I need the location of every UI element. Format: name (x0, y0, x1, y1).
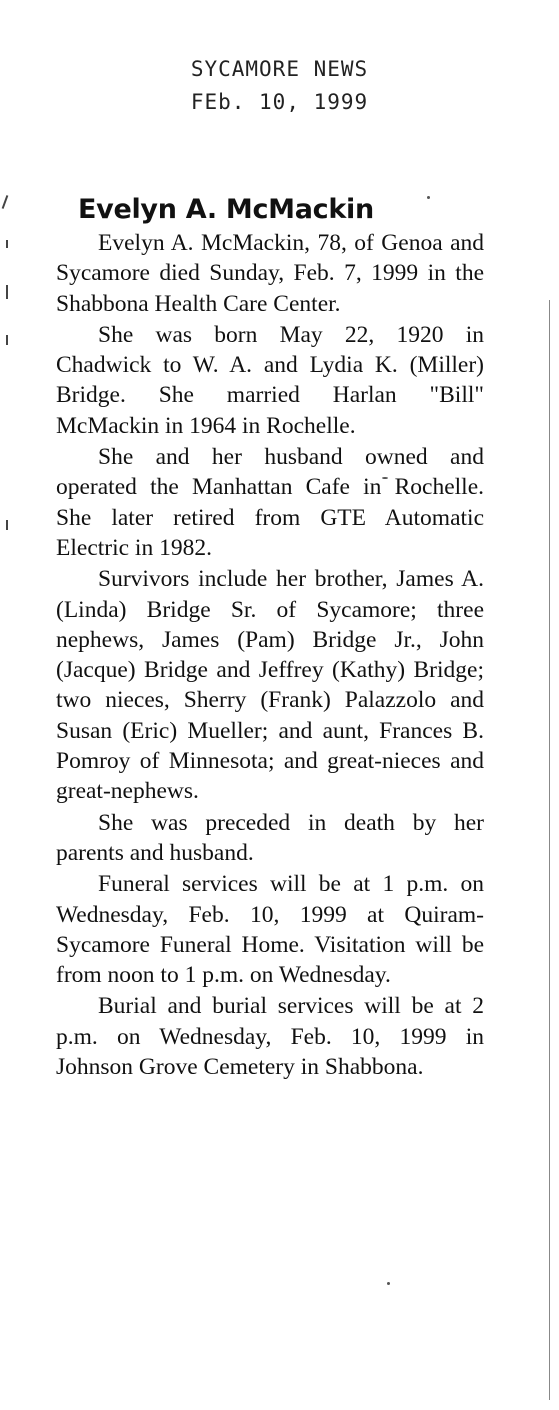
left-edge-mark (2, 195, 9, 209)
typed-source-label: SYCAMORE NEWS (190, 57, 369, 81)
obituary-paragraph: She was born May 22, 1920 in Chadwick to W. A. and Lydia K. (Miller) Bridge. She married Harlan "Bill" McMackin in 1964 in Rochelle. (56, 321, 484, 439)
obituary-clipping (40, 178, 500, 1318)
left-edge-mark (6, 520, 8, 530)
obituary-paragraph: Burial and burial services will be at 2 p.m. on Wednesday, Feb. 10, 1999 in Johnson Grove Cemetery in Shabbona. (56, 993, 484, 1081)
obituary-paragraph: Evelyn A. McMackin, 78, of Genoa and Sycamore died Sunday, Feb. 7, 1999 in the Shabbona Health Care Center. (56, 230, 484, 317)
obituary-body (56, 228, 484, 1083)
obituary-paragraph: Funeral services will be at 1 p.m. on Wednesday, Feb. 10, 1999 at Quiram-Sycamore Funeral Home. Visitation will be from noon to 1 p.m. on Wednesday. (56, 871, 484, 989)
obituary-headline: Evelyn A. McMackin (78, 194, 374, 225)
right-edge-line (549, 300, 550, 1400)
obituary-paragraph: She was preceded in death by her parents and husband. (56, 809, 484, 866)
left-edge-mark (6, 285, 8, 299)
left-edge-mark (6, 335, 8, 345)
left-edge-mark (6, 240, 8, 248)
obituary-paragraph: Survivors include her brother, James A. (Linda) Bridge Sr. of Sycamore; three nephews, James (Pam) Bridge Jr., John (Jacque) Bridge and Jeffrey (Kathy) Bridge; two nieces, Sherry (Frank) Palazzolo and Susan (Eric) Mueller; and aunt, Frances B. Pomroy of Minnesota; and great-nieces and great-nephews. (56, 566, 484, 805)
obituary-paragraph: She and her husband owned and operated the Manhattan Cafe in Rochelle. She later retired from GTE Automatic Electric in 1982. (56, 444, 484, 561)
typed-date-label: FEb. 10, 1999 (190, 90, 369, 114)
